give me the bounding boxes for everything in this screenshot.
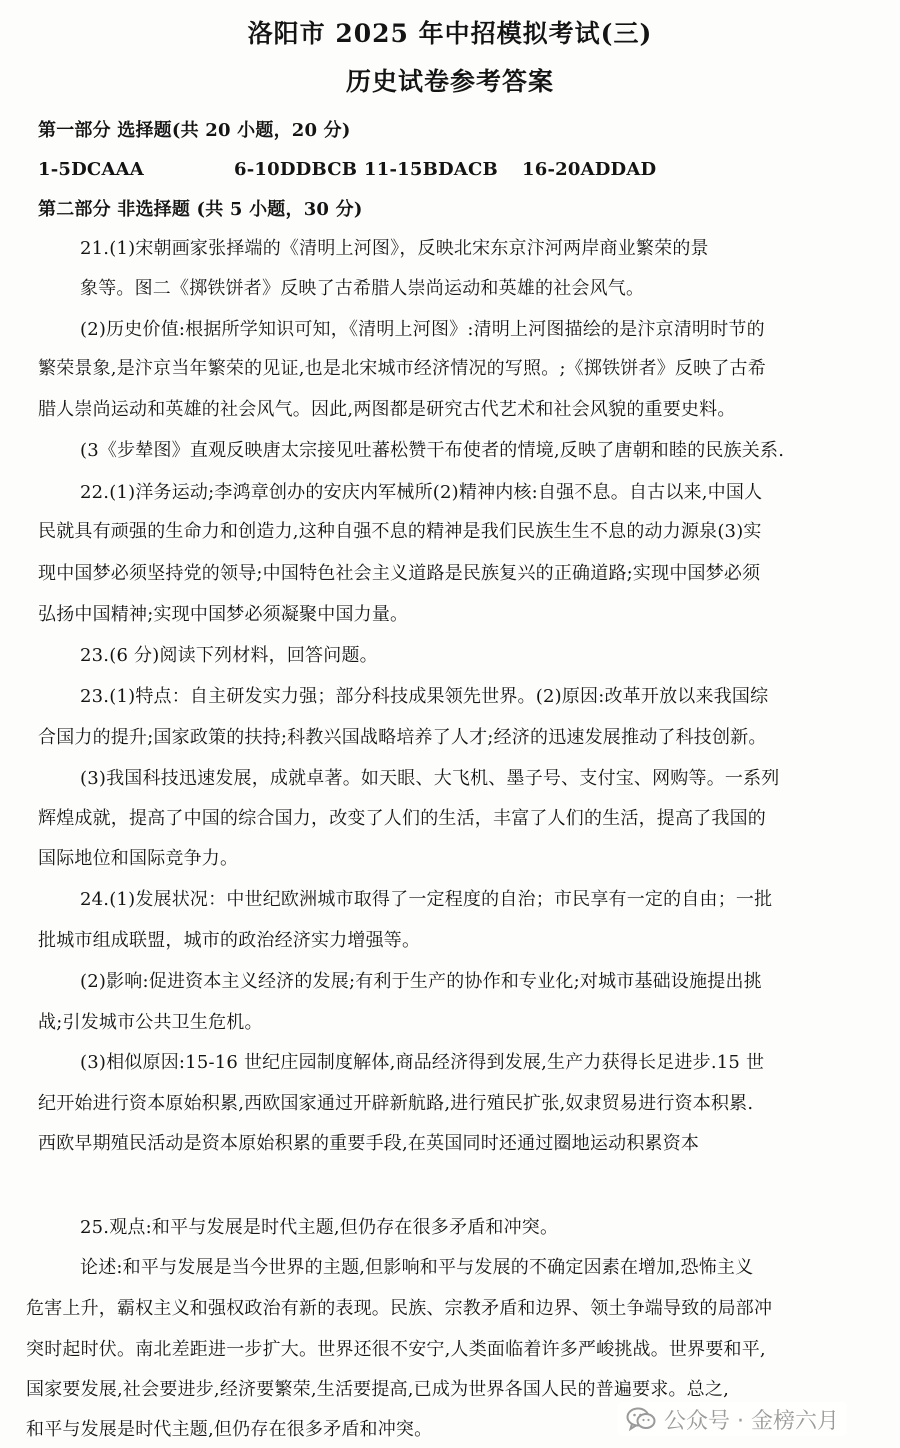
answer-line: 纪开始进行资本原始积累,西欧国家通过开辟新航路,进行殖民扩张,奴隶贸易进行资本积累. — [38, 1093, 754, 1114]
answer-group-3: 11-15BDACB — [364, 159, 498, 180]
answer-line: 21.(1)宋朝画家张择端的《清明上河图》，反映北宋东京汴河两岸商业繁荣的景 — [80, 238, 709, 259]
part1-heading: 第一部分 选择题(共 20 小题，20 分) — [38, 120, 351, 141]
answer-line: 繁荣景象,是汴京当年繁荣的见证,也是北宋城市经济情况的写照。;《掷铁饼者》反映了古希 — [38, 358, 766, 379]
answer-line: 国际地位和国际竞争力。 — [38, 848, 239, 869]
answer-line: 现中国梦必须坚持党的领导;中国特色社会主义道路是民族复兴的正确道路;实现中国梦必须 — [38, 563, 761, 584]
answer-group-4: 16-20ADDAD — [522, 159, 657, 180]
answer-group-2: 6-10DDBCB — [234, 159, 358, 180]
answer-line: 象等。图二《掷铁饼者》反映了古希腊人崇尚运动和英雄的社会风气。 — [80, 278, 645, 299]
answer-line: 23.(6 分)阅读下列材料，回答问题。 — [80, 645, 378, 666]
answer-line: 突时起时伏。南北差距进一步扩大。世界还很不安宁,人类面临着许多严峻挑战。世界要和平, — [26, 1339, 766, 1360]
answer-line: 和平与发展是时代主题,但仍存在很多矛盾和冲突。 — [26, 1419, 433, 1440]
answer-line: 24.(1)发展状况：中世纪欧洲城市取得了一定程度的自治；市民享有一定的自由；一批 — [80, 889, 773, 910]
page-title: 洛阳市 2025 年中招模拟考试(三) — [247, 19, 653, 48]
answer-line: (3《步辇图》直观反映唐太宗接见吐蕃松赞干布使者的情境,反映了唐朝和睦的民族关系. — [80, 440, 785, 461]
part2-heading: 第二部分 非选择题 (共 5 小题，30 分) — [38, 199, 363, 220]
answer-line: (2)影响:促进资本主义经济的发展;有利于生产的协作和专业化;对城市基础设施提出挑 — [80, 971, 762, 992]
answer-line: 西欧早期殖民活动是资本原始积累的重要手段,在英国同时还通过圈地运动积累资本 — [38, 1133, 700, 1154]
answer-line: (3)我国科技迅速发展，成就卓著。如天眼、大飞机、墨子号、支付宝、网购等。一系列 — [80, 768, 780, 789]
answer-line: 22.(1)洋务运动;李鸿章创办的安庆内军械所(2)精神内核:自强不息。自古以来,中国人 — [80, 482, 763, 503]
watermark — [618, 1402, 847, 1436]
wechat-icon — [626, 1406, 656, 1432]
answer-group-1: 1-5DCAAA — [38, 159, 144, 180]
answer-key-row — [38, 157, 656, 183]
page-subtitle: 历史试卷参考答案 — [345, 67, 554, 96]
answer-line: 弘扬中国精神;实现中国梦必须凝聚中国力量。 — [38, 604, 409, 625]
answer-line: 23.(1)特点：自主研发实力强；部分科技成果领先世界。(2)原因:改革开放以来我国综 — [80, 686, 769, 707]
answer-line: 辉煌成就，提高了中国的综合国力，改变了人们的生活，丰富了人们的生活，提高了我国的 — [38, 808, 766, 829]
answer-line: 战;引发城市公共卫生危机。 — [38, 1012, 263, 1033]
answer-line: 民就具有顽强的生命力和创造力,这种自强不息的精神是我们民族生生不息的动力源泉(3)实 — [38, 521, 762, 542]
answer-line: 25.观点:和平与发展是时代主题,但仍存在很多矛盾和冲突。 — [80, 1217, 559, 1238]
answer-line: 危害上升，霸权主义和强权政治有新的表现。民族、宗教矛盾和边界、领土争端导致的局部冲 — [26, 1298, 773, 1319]
answer-line: 论述:和平与发展是当今世界的主题,但影响和平与发展的不确定因素在增加,恐怖主义 — [80, 1257, 754, 1278]
answer-line: 腊人崇尚运动和英雄的社会风气。因此,两图都是研究古代艺术和社会风貌的重要史料。 — [38, 399, 736, 420]
answer-line: (3)相似原因:15-16 世纪庄园制度解体,商品经济得到发展,生产力获得长足进步.15 世 — [80, 1052, 765, 1073]
answer-line: 合国力的提升;国家政策的扶持;科教兴国战略培养了人才;经济的迅速发展推动了科技创新。 — [38, 727, 767, 748]
answer-line: (2)历史价值:根据所学知识可知，《清明上河图》:清明上河图描绘的是汴京清明时节的 — [80, 319, 765, 340]
answer-line: 批城市组成联盟，城市的政治经济实力增强等。 — [38, 930, 421, 951]
watermark-text: 公众号 · 金榜六月 — [664, 1408, 839, 1434]
answer-line: 国家要发展,社会要进步,经济要繁荣,生活要提高,已成为世界各国人民的普遍要求。总之, — [26, 1379, 730, 1400]
